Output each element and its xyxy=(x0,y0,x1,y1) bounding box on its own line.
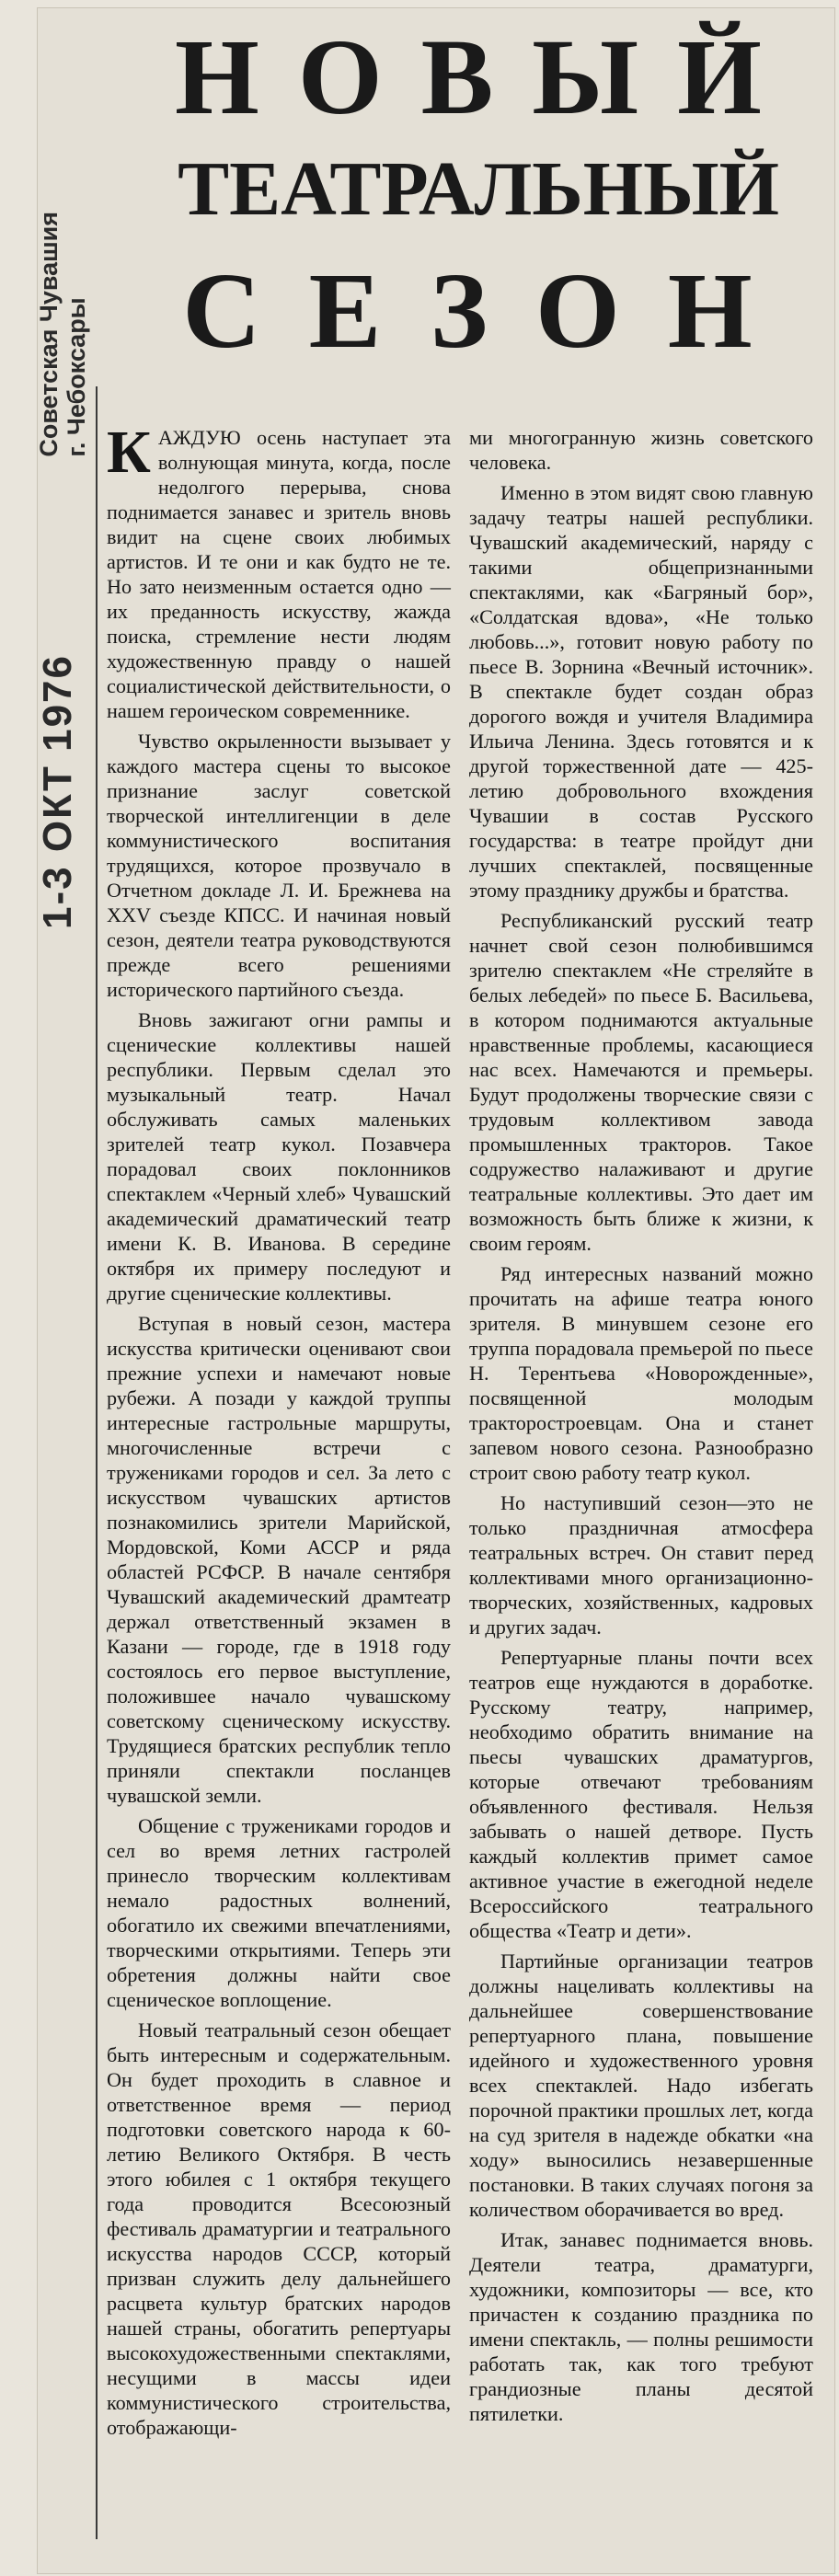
source-city: г. Чебоксары xyxy=(63,297,90,457)
article-paragraph: Общение с тружениками городов и сел во время летних гастролей принесло творческим коллективам немало радостных волнений, обогатило их свежими впечатлениями, творческими открытиями. Теперь эти обретения должны найти свое сценическое воплощение. xyxy=(107,1814,451,2011)
article-paragraph: Чувство окрыленности вызывает у каждого мастера сцены то высокое признание заслуг советской творческой интеллигенции в деле коммунистического воспитания трудящихся, которое прозвучало в Отчетном докладе Л. И. Брежнева на XXV съезде КПСС. И начиная новый сезон, деятели театра руководствуются прежде всего решениями исторического партийного съезда. xyxy=(107,730,451,1001)
article-paragraph: Но наступивший сезон—это не только праздничная атмосфера театральных встреч. Он ставит перед коллективами много организационно-творческих, хозяйственных, кадровых и других задач. xyxy=(469,1491,813,1639)
article-paragraph: Партийные организации театров должны нацеливать коллективы на дальнейшее совершенствование репертуарного плана, повышение идейного и художественного уровня всех спектаклей. Надо избегать порочной практики прошлых лет, когда на суд зрителя в надежде обкатки «на ходу» выносились незавершенные постановки. В таких случаях погоня за количеством оборачивается во вред. xyxy=(469,1949,813,2221)
source-stamp xyxy=(35,212,90,457)
headline-line-3: СЕЗОН xyxy=(182,250,800,371)
column-rule xyxy=(96,386,98,2539)
article-paragraph: Итак, занавес поднимается вновь. Деятели театра, драматурги, художники, композиторы — все, кто причастен к созданию праздника по имени спектакль, — полны решимости работать так, как того требуют грандиозные планы десятой пятилетки. xyxy=(469,2228,813,2425)
article-paragraph: Репертуарные планы почти всех театров еще нуждаются в доработке. Русскому театру, например, необходимо обратить внимание на пьесы чувашских драматургов, которые отвечают требованиям объявленного фестиваля. Нельзя забывать о нашей детворе. Пусть каждый коллектив примет самое активное участие в ежегодной неделе Всероссийского театрального общества «Театр и дети». xyxy=(469,1646,813,1942)
article-column-right xyxy=(469,425,813,2432)
article-paragraph: Новый театральный сезон обещает быть интересным и содержательным. Он будет проходить в славное и ответственное время — период подготовки советского народа к 60-летию Великого Октября. В честь этого юбилея с 1 октября текущего года проводится Всесоюзный фестиваль драматургии и театрального искусства народов СССР, который призван служить делу дальнейшего расцвета культур братских народов нашей страны, обогатить репертуары высокохудожественными спектаклями, несущими в массы идеи коммунистического строительства, отображающи- xyxy=(107,2018,451,2439)
date-stamp: 1-3 ОКТ 1976 xyxy=(35,654,80,929)
source-newspaper: Советская Чувашия xyxy=(35,212,63,457)
article-paragraph: Вступая в новый сезон, мастера искусства критически оценивают свои прежние успехи и намечают новые рубежи. А позади у каждой труппы интересные гастрольные маршруты, многочисленные встречи с тружениками городов и сел. За лето с искусством чувашских артистов познакомились зрители Марийской, Мордовской, Коми АССР и ряда областей РСФСР. В начале сентября Чувашский академический драмтеатр держал ответственный экзамен в Казани — городе, где в 1918 году состоялось его первое выступление, положившее начало чувашскому советскому сценическому искусству. Трудящиеся братских республик тепло приняли спектакли посланцев чувашской земли. xyxy=(107,1312,451,1807)
drop-cap: К xyxy=(107,419,151,486)
article-paragraph: ми многогранную жизнь советского человека. xyxy=(469,426,813,474)
article-paragraph: Ряд интересных названий можно прочитать на афише театра юного зрителя. В минувшем сезоне его труппа порадовала премьерой по пьесе Н. Терентьева «Новорожденные», посвященной молодым тракторостроевцам. Она и станет запевом нового сезона. Разнообразно строит свою работу театр кукол. xyxy=(469,1262,813,1484)
article-paragraph: Именно в этом видят свою главную задачу театры нашей республики. Чувашский академический, наряду с такими общепризнанными спектаклями, как «Багряный бор», «Солдатская вдова», «Не только любовь...», готовит новую работу по пьесе В. Зорнина «Вечный источник». В спектакле будет создан образ дорогого вождя и учителя Владимира Ильича Ленина. Здесь готовятся и к другой торжественной дате — 425-летию добровольного вхождения Чувашии в состав Русского государства: в театре пройдут дни лучших спектаклей, посвященные этому празднику дружбы и братства. xyxy=(469,481,813,902)
article-paragraph: Вновь зажигают огни рампы и сценические коллективы нашей республики. Первым сделал это музыкальный театр. Начал обслуживать самых маленьких зрителей театр кукол. Позавчера порадовал своих поклонников спектаклем «Черный хлеб» Чувашский академический драматический театр имени К. В. Иванова. В середине октября их примеру последуют и другие сценические коллективы. xyxy=(107,1008,451,1305)
headline xyxy=(133,18,823,372)
article-paragraph: КАЖДУЮ осень наступает эта волнующая минута, когда, после недолгого перерыва, снова поднимается занавес и зритель вновь видит на сцене своих любимых артистов. И те они и как будто не те. Но зато неизменным остается одно — их преданность искусству, жажда поиска, стремление нести людям художественную правду о нашей социалистической действительности, о нашем героическом современнике. xyxy=(107,419,451,722)
article-column-left xyxy=(107,419,451,2445)
headline-line-2: ТЕАТРАЛЬНЫЙ xyxy=(178,146,779,232)
article-paragraph: Республиканский русский театр начнет свой сезон полюбившимся зрителю спектаклем «Не стреляйте в белых лебедей» по пьесе Б. Васильева, в котором поднимаются актуальные нравственные проблемы, касающиеся нас всех. Намечаются и премьеры. Будут продолжены творческие связи с трудовым коллективом завода промышленных тракторов. Такое содружество налаживают и другие театральные коллективы. Это дает им возможность быть ближе к жизни, к своим героям. xyxy=(469,909,813,1255)
headline-line-1: НОВЫЙ xyxy=(175,17,800,137)
